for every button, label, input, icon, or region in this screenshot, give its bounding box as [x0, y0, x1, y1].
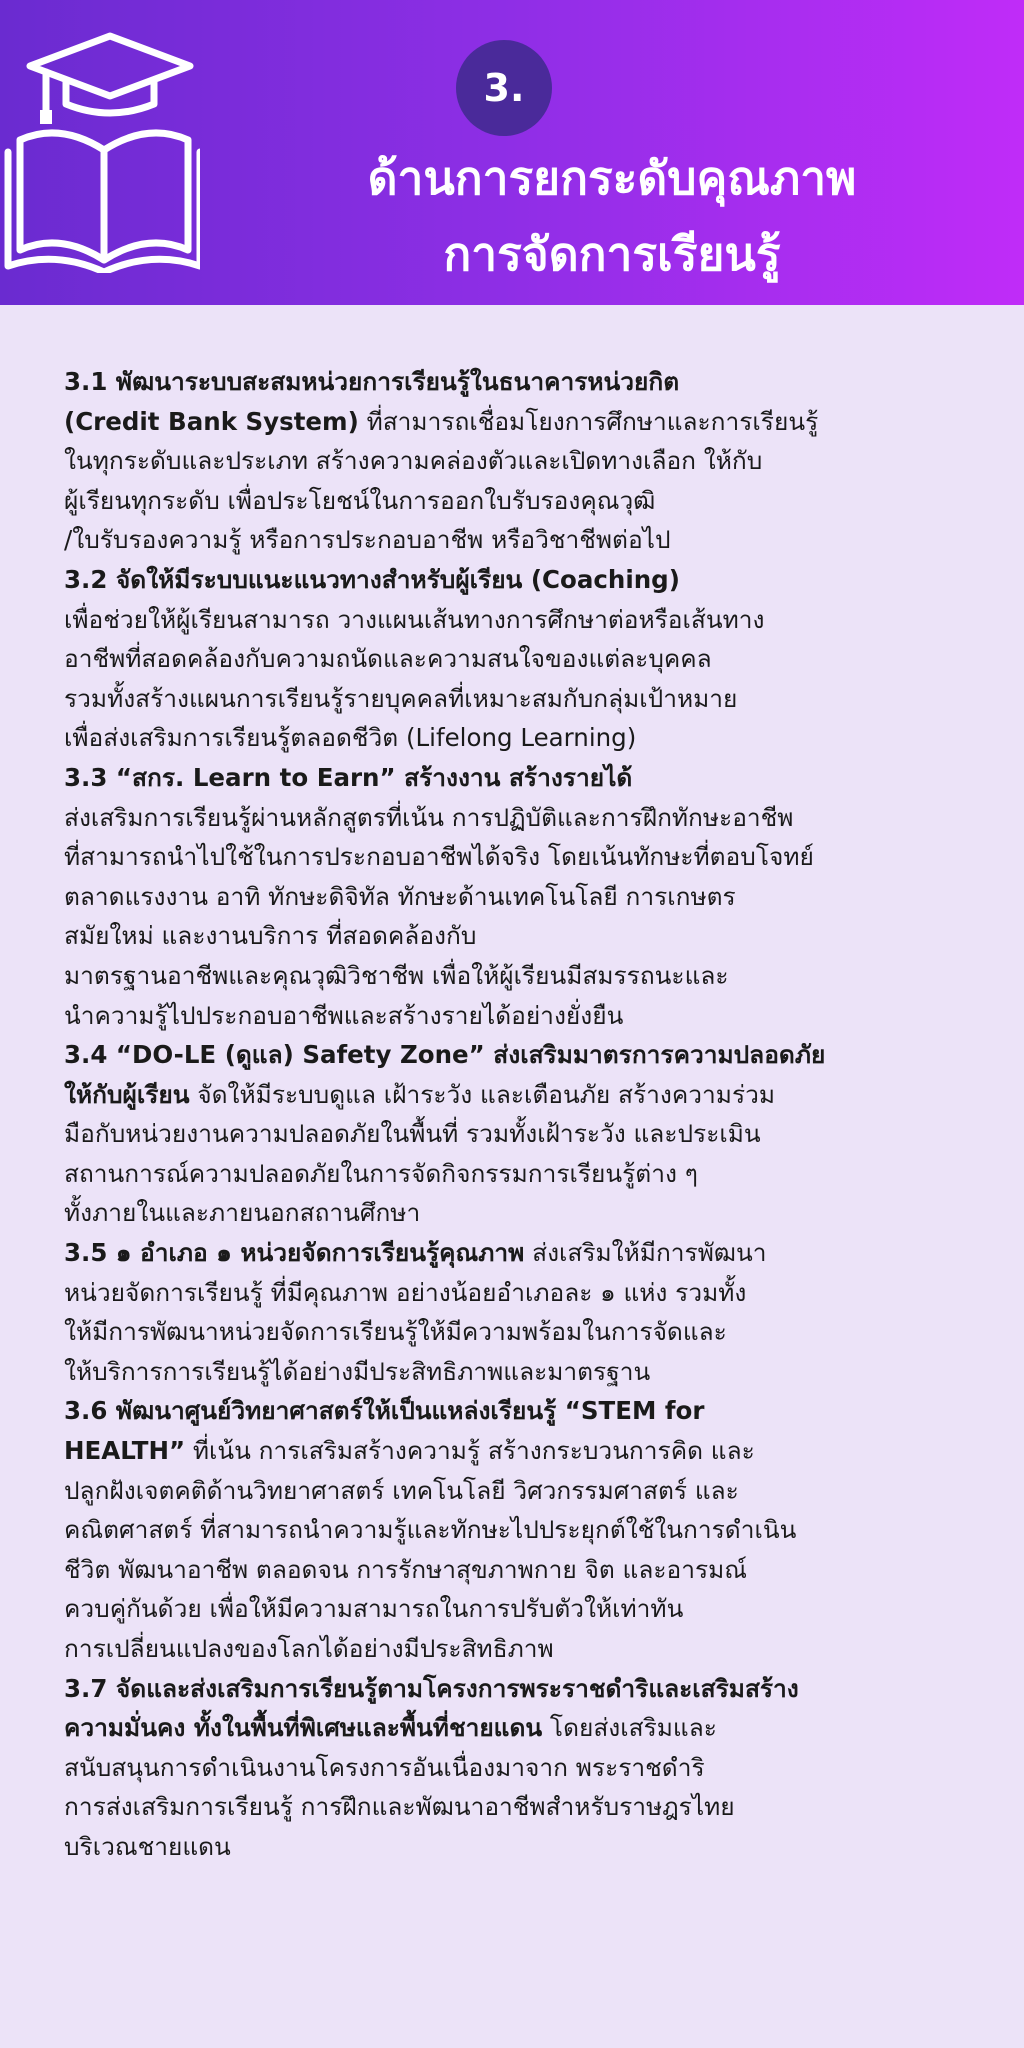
- policy-body-text: ปลูกฝังเจตคติด้านวิทยาศาสตร์ เทคโนโลยี วิศวกรรมศาสตร์ และ: [64, 1475, 739, 1505]
- policy-body-text: หน่วยจัดการเรียนรู้ ที่มีคุณภาพ อย่างน้อยอำเภอละ ๑ แห่ง รวมทั้ง: [64, 1277, 747, 1307]
- section-number-badge: 3.: [456, 40, 552, 136]
- policy-heading-text: 3.7 จัดและส่งเสริมการเรียนรู้ตามโครงการพระราชดำริและเสริมสร้าง: [64, 1673, 799, 1703]
- policy-line: [64, 877, 964, 917]
- policy-line: [64, 1589, 964, 1629]
- policy-line: [64, 1471, 964, 1511]
- policy-line: [64, 1669, 964, 1709]
- policy-line: [64, 1827, 964, 1867]
- policy-line: [64, 441, 964, 481]
- policy-body-text: มาตรฐานอาชีพและคุณวุฒิวิชาชีพ เพื่อให้ผู้เรียนมีสมรรถนะและ: [64, 960, 729, 990]
- policy-line: [64, 679, 964, 719]
- policy-line: [64, 600, 964, 640]
- policy-line: [64, 639, 964, 679]
- policy-line: [64, 362, 964, 402]
- policy-line: [64, 560, 964, 600]
- policy-content: [64, 362, 964, 1867]
- graduation-cap-book-icon: [0, 18, 200, 273]
- policy-line: [64, 1431, 964, 1471]
- policy-body-text: จัดให้มีระบบดูแล เฝ้าระวัง และเตือนภัย สร้างความร่วม: [189, 1079, 776, 1109]
- policy-heading-text: (Credit Bank System): [64, 406, 359, 436]
- policy-body-text: มือกับหน่วยงานความปลอดภัยในพื้นที่ รวมทั้งเฝ้าระวัง และประเมิน: [64, 1119, 761, 1149]
- policy-body-text: ผู้เรียนทุกระดับ เพื่อประโยชน์ในการออกใบรับรองคุณวุฒิ: [64, 485, 656, 515]
- policy-line: [64, 1075, 964, 1115]
- policy-item: [64, 1391, 964, 1668]
- policy-body-text: ทั้งภายในและภายนอกสถานศึกษา: [64, 1198, 421, 1228]
- policy-line: [64, 1748, 964, 1788]
- policy-line: [64, 718, 964, 758]
- policy-line: [64, 1391, 964, 1431]
- policy-item: [64, 1669, 964, 1867]
- policy-line: [64, 1550, 964, 1590]
- policy-body-text: /ใบรับรองความรู้ หรือการประกอบอาชีพ หรือวิชาชีพต่อไป: [64, 525, 671, 555]
- policy-line: [64, 520, 964, 560]
- page-title-line-2: การจัดการเรียนรู้: [443, 227, 781, 281]
- policy-body-text: ที่เน้น การเสริมสร้างความรู้ สร้างกระบวนการคิด และ: [185, 1436, 755, 1466]
- policy-body-text: ในทุกระดับและประเภท สร้างความคล่องตัวและเปิดทางเลือก ให้กับ: [64, 446, 763, 476]
- policy-line: [64, 837, 964, 877]
- policy-line: [64, 1035, 964, 1075]
- policy-line: [64, 798, 964, 838]
- policy-heading-text: HEALTH”: [64, 1436, 186, 1466]
- header-banner: [0, 0, 1024, 305]
- page-title: [200, 140, 1024, 292]
- policy-heading-text: 3.3 “สกร. Learn to Earn” สร้างงาน สร้างรายได้: [64, 762, 633, 792]
- policy-body-text: การส่งเสริมการเรียนรู้ การฝึกและพัฒนาอาชีพสำหรับราษฎรไทย: [64, 1792, 735, 1822]
- policy-heading-text: 3.4 “DO-LE (ดูแล) Safety Zone” ส่งเสริมมาตรการความปลอดภัย: [64, 1040, 826, 1070]
- policy-line: [64, 1154, 964, 1194]
- policy-line: [64, 1312, 964, 1352]
- policy-line: [64, 1629, 964, 1669]
- policy-heading-text: 3.5 ๑ อำเภอ ๑ หน่วยจัดการเรียนรู้คุณภาพ: [64, 1238, 525, 1268]
- policy-body-text: นำความรู้ไปประกอบอาชีพและสร้างรายได้อย่างยั่งยืน: [64, 1000, 624, 1030]
- policy-item: [64, 362, 964, 560]
- policy-line: [64, 996, 964, 1036]
- policy-line: [64, 1352, 964, 1392]
- policy-body-text: สนับสนุนการดำเนินงานโครงการอันเนื่องมาจาก พระราชดำริ: [64, 1752, 705, 1782]
- policy-body-text: ตลาดแรงงาน อาทิ ทักษะดิจิทัล ทักษะด้านเทคโนโลยี การเกษตร: [64, 881, 736, 911]
- policy-line: [64, 758, 964, 798]
- policy-body-text: ส่งเสริมให้มีการพัฒนา: [524, 1238, 767, 1268]
- policy-body-text: ส่งเสริมการเรียนรู้ผ่านหลักสูตรที่เน้น การปฏิบัติและการฝึกทักษะอาชีพ: [64, 802, 794, 832]
- policy-body-text: คณิตศาสตร์ ที่สามารถนำความรู้และทักษะไปประยุกต์ใช้ในการดำเนิน: [64, 1515, 797, 1545]
- policy-item: [64, 560, 964, 758]
- policy-line: [64, 402, 964, 442]
- policy-line: [64, 1193, 964, 1233]
- policy-heading-text: 3.6 พัฒนาศูนย์วิทยาศาสตร์ให้เป็นแหล่งเรียนรู้ “STEM for: [64, 1396, 705, 1426]
- policy-body-text: บริเวณชายแดน: [64, 1831, 231, 1861]
- policy-heading-text: 3.2 จัดให้มีระบบแนะแนวทางสำหรับผู้เรียน (Coaching): [64, 564, 680, 594]
- policy-body-text: โดยส่งเสริมและ: [542, 1713, 717, 1743]
- policy-heading-text: ให้กับผู้เรียน: [64, 1079, 190, 1109]
- policy-line: [64, 1273, 964, 1313]
- policy-body-text: รวมทั้งสร้างแผนการเรียนรู้รายบุคคลที่เหมาะสมกับกลุ่มเป้าหมาย: [64, 683, 738, 713]
- policy-line: [64, 1233, 964, 1273]
- policy-body-text: ควบคู่กันด้วย เพื่อให้มีความสามารถในการปรับตัวให้เท่าทัน: [64, 1594, 684, 1624]
- policy-body-text: ให้มีการพัฒนาหน่วยจัดการเรียนรู้ให้มีความพร้อมในการจัดและ: [64, 1317, 727, 1347]
- policy-body-text: เพื่อส่งเสริมการเรียนรู้ตลอดชีวิต (Lifelong Learning): [64, 723, 637, 753]
- policy-item: [64, 1035, 964, 1233]
- policy-body-text: สมัยใหม่ และงานบริการ ที่สอดคล้องกับ: [64, 921, 477, 951]
- policy-line: [64, 916, 964, 956]
- policy-item: [64, 1233, 964, 1391]
- policy-line: [64, 1708, 964, 1748]
- policy-body-text: การเปลี่ยนแปลงของโลกได้อย่างมีประสิทธิภาพ: [64, 1634, 554, 1663]
- page-title-line-1: ด้านการยกระดับคุณภาพ: [367, 151, 857, 205]
- policy-body-text: เพื่อช่วยให้ผู้เรียนสามารถ วางแผนเส้นทางการศึกษาต่อหรือเส้นทาง: [64, 604, 765, 634]
- policy-body-text: ที่สามารถเชื่อมโยงการศึกษาและการเรียนรู้: [358, 406, 819, 436]
- policy-line: [64, 481, 964, 521]
- policy-body-text: สถานการณ์ความปลอดภัยในการจัดกิจกรรมการเรียนรู้ต่าง ๆ: [64, 1158, 698, 1188]
- policy-body-text: ที่สามารถนำไปใช้ในการประกอบอาชีพได้จริง โดยเน้นทักษะที่ตอบโจทย์: [64, 842, 814, 872]
- policy-item: [64, 758, 964, 1035]
- policy-line: [64, 1787, 964, 1827]
- policy-heading-text: ความมั่นคง ทั้งในพื้นที่พิเศษและพื้นที่ชายแดน: [64, 1713, 543, 1743]
- policy-line: [64, 1510, 964, 1550]
- policy-body-text: ชีวิต พัฒนาอาชีพ ตลอดจน การรักษาสุขภาพกาย จิต และอารมณ์: [64, 1554, 748, 1584]
- policy-body-text: ให้บริการการเรียนรู้ได้อย่างมีประสิทธิภาพและมาตรฐาน: [64, 1356, 651, 1386]
- policy-heading-text: 3.1 พัฒนาระบบสะสมหน่วยการเรียนรู้ในธนาคารหน่วยกิต: [64, 367, 680, 396]
- policy-line: [64, 956, 964, 996]
- policy-body-text: อาชีพที่สอดคล้องกับความถนัดและความสนใจของแต่ละบุคคล: [64, 644, 712, 674]
- policy-line: [64, 1114, 964, 1154]
